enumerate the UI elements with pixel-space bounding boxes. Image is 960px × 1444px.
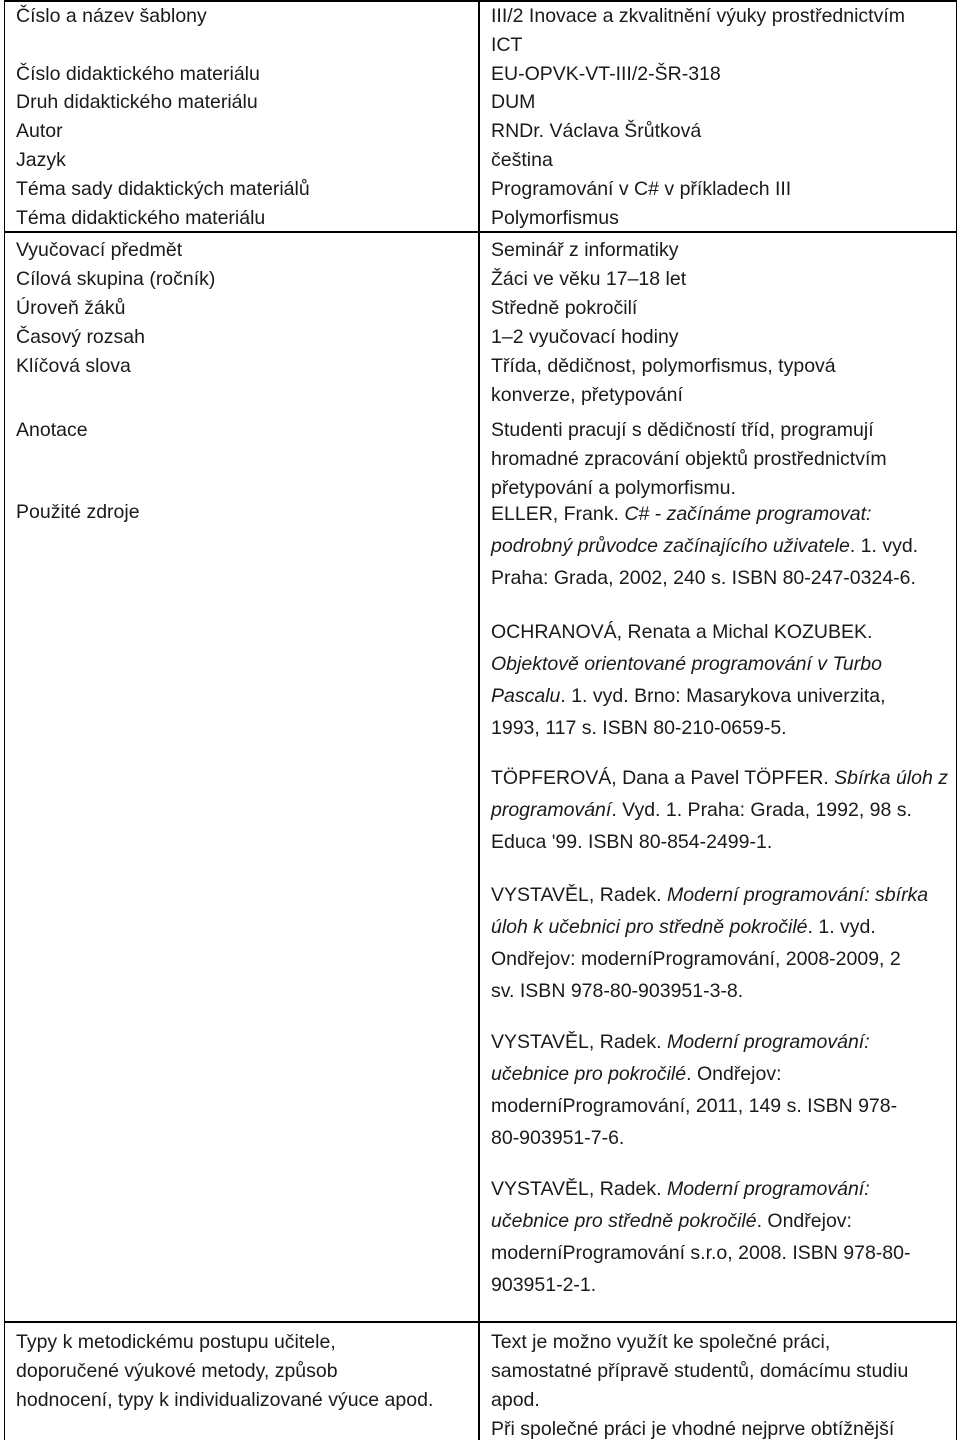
reference-text: Ondřejov: moderníProgramování, 2008-2009, 2: [491, 948, 901, 970]
field-label: [16, 117, 472, 146]
field-value-line: čeština: [491, 149, 553, 171]
field-label-text: Použité zdroje: [16, 501, 140, 523]
field-label-text: Číslo a název šablony: [16, 5, 207, 27]
field-label: [16, 236, 472, 265]
reference-title-text: Sbírka úloh z: [834, 767, 948, 789]
field-label-text: Cílová skupina (ročník): [16, 268, 216, 290]
table-row: [4, 117, 957, 146]
field-label: [16, 1328, 472, 1415]
reference-line: [491, 648, 886, 680]
reference-title-text: Moderní programování:: [666, 1178, 870, 1200]
reference-line: [491, 1173, 910, 1205]
reference-title-text: C# - začínáme programovat:: [624, 503, 872, 525]
reference-title-text: programování: [491, 799, 612, 821]
reference-line: [491, 498, 918, 530]
field-label-line: Typy k metodickému postupu učitele,: [16, 1331, 336, 1353]
sources-row: [4, 498, 957, 1308]
reference-text: sv. ISBN 978-80-903951-3-8.: [491, 980, 744, 1002]
field-label: [16, 60, 472, 89]
field-value-line: samostatné přípravě studentů, domácímu studiu: [491, 1360, 909, 1382]
field-label: [16, 146, 472, 175]
reference-text: 1993, 117 s. ISBN 80-210-0659-5.: [491, 717, 787, 739]
field-value: [491, 352, 951, 410]
field-value-line: Středně pokročilí: [491, 297, 638, 319]
field-label-text: Časový rozsah: [16, 326, 145, 348]
field-label-text: Téma didaktického materiálu: [16, 207, 266, 229]
field-value: [491, 204, 951, 233]
reference-text: Educa '99. ISBN 80-854-2499-1.: [491, 831, 773, 853]
field-value: [491, 2, 951, 60]
reference-line: [491, 680, 886, 712]
field-label: [16, 204, 472, 233]
table-row: [4, 265, 957, 294]
reference-line: [491, 1122, 897, 1154]
field-value: [491, 236, 951, 265]
field-value-line: Studenti pracují s dědičností tříd, programují: [491, 419, 874, 441]
reference-line: [491, 762, 948, 794]
table-row: [4, 2, 957, 60]
field-label-text: Číslo didaktického materiálu: [16, 63, 260, 85]
field-label-text: Autor: [16, 120, 63, 142]
field-label-text: Téma sady didaktických materiálů: [16, 178, 310, 200]
field-label: [16, 175, 472, 204]
field-value-line: RNDr. Václava Šrůtková: [491, 120, 702, 142]
field-label: [16, 2, 472, 31]
field-label-text: Anotace: [16, 419, 88, 441]
table-row: [4, 294, 957, 323]
table-row: [4, 60, 957, 89]
reference-line: [491, 1026, 897, 1058]
field-label-text: Vyučovací předmět: [16, 239, 183, 261]
reference-text: 903951-2-1.: [491, 1274, 597, 1296]
reference-text: . 1. vyd.: [849, 535, 919, 557]
reference-text: ELLER, Frank.: [491, 503, 625, 525]
table-row: [4, 236, 957, 265]
field-label-line: doporučené výukové metody, způsob: [16, 1360, 338, 1382]
field-label-text: Úroveň žáků: [16, 297, 126, 319]
field-value: [491, 416, 951, 503]
reference-title-text: učebnice pro pokročilé: [491, 1063, 687, 1085]
field-value-line: Text je možno využít ke společné práci,: [491, 1331, 831, 1353]
field-label: [16, 294, 472, 323]
methods-row: [4, 1328, 957, 1443]
field-label: [16, 88, 472, 117]
field-label: [16, 498, 472, 527]
reference-item: [491, 1173, 910, 1301]
reference-text: TÖPFEROVÁ, Dana a Pavel TÖPFER.: [491, 767, 835, 789]
field-value: [491, 265, 951, 294]
reference-text: . Ondřejov:: [756, 1210, 852, 1232]
field-value-line: apod.: [491, 1389, 540, 1411]
reference-text: moderníProgramování, 2011, 149 s. ISBN 978-: [491, 1095, 898, 1117]
field-value-line: 1–2 vyučovací hodiny: [491, 326, 679, 348]
reference-title-text: Pascalu: [491, 685, 561, 707]
row-divider: [4, 1321, 957, 1323]
reference-line: [491, 1269, 910, 1301]
field-value: [491, 146, 951, 175]
field-value: [491, 60, 951, 89]
reference-text: moderníProgramování s.r.o, 2008. ISBN 978-80-: [491, 1242, 911, 1264]
reference-line: [491, 826, 948, 858]
field-value-line: Programování v C# v příkladech III: [491, 178, 792, 200]
reference-line: [491, 943, 928, 975]
reference-line: [491, 1090, 897, 1122]
field-value-line: Žáci ve věku 17–18 let: [491, 268, 687, 290]
reference-text: VYSTAVĚL, Radek.: [491, 1031, 667, 1053]
field-value-line: Seminář z informatiky: [491, 239, 679, 261]
reference-text: . 1. vyd.: [807, 916, 876, 938]
reference-line: [491, 879, 928, 911]
table-row: [4, 175, 957, 204]
row-divider: [4, 231, 957, 233]
reference-line: [491, 616, 886, 648]
reference-text: . Ondřejov:: [686, 1063, 782, 1085]
field-value-line: III/2 Inovace a zkvalitnění výuky prostřednictvím: [491, 5, 906, 27]
row-divider: [4, 0, 957, 2]
reference-item: [491, 1026, 897, 1154]
field-value: [491, 1328, 951, 1444]
reference-line: [491, 562, 918, 594]
field-label: [16, 323, 472, 352]
reference-title-text: Moderní programování: sbírka: [666, 884, 929, 906]
reference-item: [491, 879, 928, 1007]
table-row: [4, 88, 957, 117]
field-label: [16, 416, 472, 445]
field-value-line: přetypování a polymorfismu.: [491, 477, 736, 499]
field-label-text: Druh didaktického materiálu: [16, 91, 258, 113]
field-value-line: ICT: [491, 34, 523, 56]
field-label: [16, 352, 472, 381]
field-value-line: konverze, přetypování: [491, 384, 683, 406]
reference-item: [491, 762, 948, 858]
table-row: [4, 146, 957, 175]
table-row: [4, 352, 957, 416]
field-label-line: hodnocení, typy k individualizované výuce apod.: [16, 1389, 434, 1411]
reference-line: [491, 911, 928, 943]
reference-title-text: učebnice pro středně pokročilé: [491, 1210, 757, 1232]
reference-text: Praha: Grada, 2002, 240 s. ISBN 80-247-0324-6.: [491, 567, 916, 589]
reference-title-text: Objektově orientované programování v Turbo: [491, 653, 882, 675]
field-value: [491, 323, 951, 352]
reference-line: [491, 530, 918, 562]
reference-line: [491, 1058, 897, 1090]
field-value: [491, 175, 951, 204]
reference-line: [491, 794, 948, 826]
field-value-line: Polymorfismus: [491, 207, 619, 229]
reference-line: [491, 1205, 910, 1237]
reference-line: [491, 712, 886, 744]
table-row: [4, 416, 957, 500]
reference-text: . Vyd. 1. Praha: Grada, 1992, 98 s.: [611, 799, 912, 821]
metadata-table: [4, 0, 957, 1440]
field-value: [491, 117, 951, 146]
field-value-line: Při společné práci je vhodné nejprve obtížnější: [491, 1418, 895, 1440]
reference-item: [491, 498, 918, 594]
reference-text: 80-903951-7-6.: [491, 1127, 625, 1149]
reference-text: . 1. vyd. Brno: Masarykova univerzita,: [560, 685, 886, 707]
field-value-line: hromadné zpracování objektů prostřednictvím: [491, 448, 887, 470]
reference-title-text: Moderní programování:: [666, 1031, 870, 1053]
reference-item: [491, 616, 886, 744]
reference-title-text: podrobný průvodce začínajícího uživatele: [491, 535, 850, 557]
reference-text: VYSTAVĚL, Radek.: [491, 1178, 667, 1200]
reference-title-text: úloh k učebnici pro středně pokročilé: [491, 916, 808, 938]
table-row: [4, 323, 957, 352]
field-value: [491, 294, 951, 323]
reference-text: OCHRANOVÁ, Renata a Michal KOZUBEK.: [491, 621, 873, 643]
field-label-text: Klíčová slova: [16, 355, 131, 377]
reference-text: VYSTAVĚL, Radek.: [491, 884, 667, 906]
field-label-text: Jazyk: [16, 149, 66, 171]
field-value: [491, 88, 951, 117]
field-label: [16, 265, 472, 294]
field-value-line: DUM: [491, 91, 536, 113]
reference-line: [491, 975, 928, 1007]
field-value-line: EU-OPVK-VT-III/2-ŠR-318: [491, 63, 721, 85]
reference-line: [491, 1237, 910, 1269]
field-value-line: Třída, dědičnost, polymorfismus, typová: [491, 355, 836, 377]
